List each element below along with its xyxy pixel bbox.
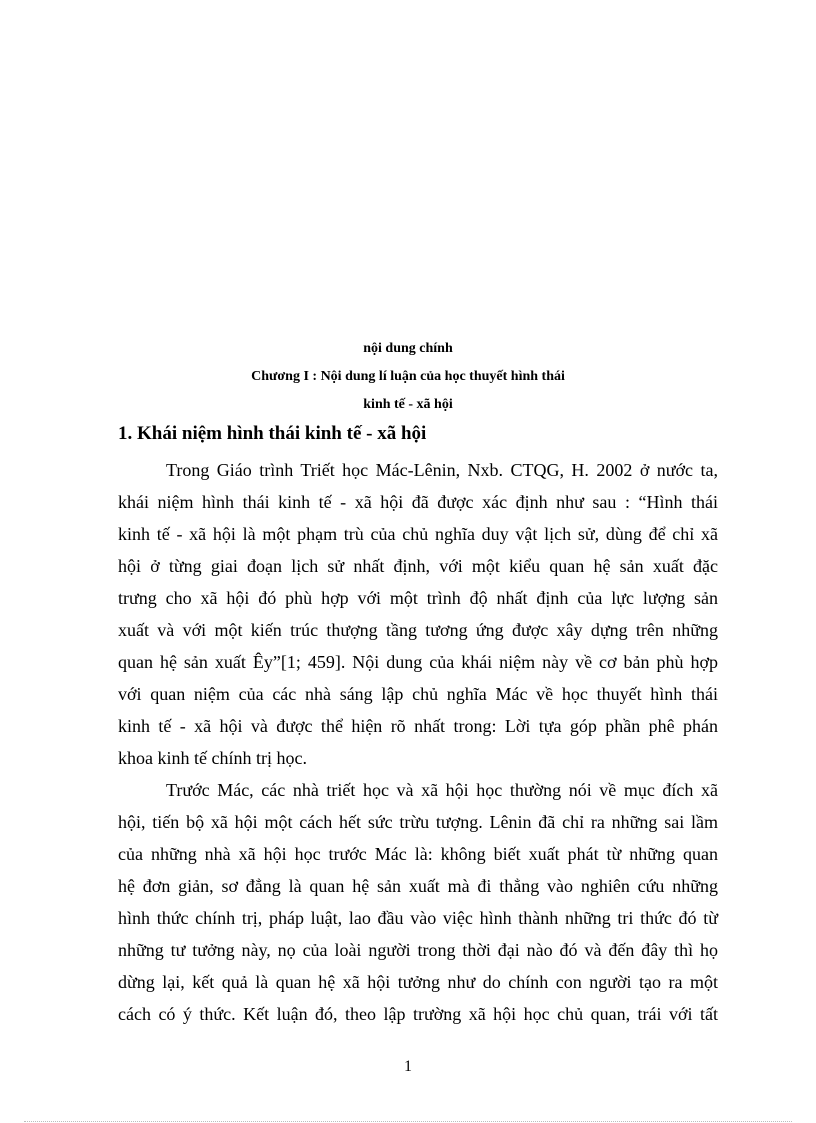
main-content-label: nội dung chính [363, 341, 453, 356]
paragraph-1-line: kinh tế - xã hội là một phạm trù của chủ nghĩa duy vật lịch sử, dùng để chỉ xã [118, 524, 718, 544]
page-bottom-border [24, 1121, 792, 1122]
paragraph-1-line: Trong Giáo trình Triết học Mác-Lênin, Nxb. CTQG, H. 2002 ở nước ta, [166, 460, 718, 480]
section-title: 1. Khái niệm hình thái kinh tế - xã hội [118, 423, 427, 444]
paragraph-1-line: hội ở từng giai đoạn lịch sử nhất định, với một kiểu quan hệ sản xuất đặc [118, 556, 718, 576]
page-number: 1 [404, 1058, 412, 1075]
paragraph-2-line: hội, tiến bộ xã hội một cách hết sức trừu tượng. Lênin đã chỉ ra những sai lầm [118, 812, 718, 832]
paragraph-1-line: trưng cho xã hội đó phù hợp với một trình độ nhất định của lực lượng sản [118, 588, 718, 608]
paragraph-1-line: khái niệm hình thái kinh tế - xã hội đã được xác định như sau : “Hình thái [118, 492, 718, 512]
paragraph-2-line: những tư tưởng này, nọ của loài người trong thời đại nào đó và đến đây thì họ [118, 940, 718, 960]
paragraph-1-line: quan hệ sản xuất Êy”[1; 459]. Nội dung của khái niệm này về cơ bản phù hợp [118, 652, 718, 672]
paragraph-2-line: hình thức chính trị, pháp luật, lao đầu vào việc hình thành những tri thức đó từ [118, 908, 718, 928]
paragraph-1-line: với quan niệm của các nhà sáng lập chủ nghĩa Mác về học thuyết hình thái [118, 684, 718, 704]
chapter-title: Chương I : Nội dung lí luận của học thuyết hình thái [251, 369, 565, 384]
paragraph-2-line: của những nhà xã hội học trước Mác là: không biết xuất phát từ những quan [118, 844, 718, 864]
paragraph-2-line: Trước Mác, các nhà triết học và xã hội học thường nói về mục đích xã [166, 780, 718, 800]
paragraph-2-line: dừng lại, kết quả là quan hệ xã hội tưởng như do chính con người tạo ra một [118, 972, 718, 992]
paragraph-2-line: hệ đơn giản, sơ đẳng là quan hệ sản xuất mà đi thẳng vào nghiên cứu những [118, 876, 718, 896]
paragraph-1-line: kinh tế - xã hội và được thể hiện rõ nhất trong: Lời tựa góp phần phê phán [118, 716, 718, 736]
paragraph-1-line: xuất và với một kiến trúc thượng tầng tương ứng được xây dựng trên những [118, 620, 718, 640]
paragraph-1-line-last: khoa kinh tế chính trị học. [118, 748, 307, 768]
chapter-title-continued: kinh tế - xã hội [363, 397, 453, 412]
paragraph-2-line: cách có ý thức. Kết luận đó, theo lập trường xã hội học chủ quan, trái với tất [118, 1004, 718, 1024]
